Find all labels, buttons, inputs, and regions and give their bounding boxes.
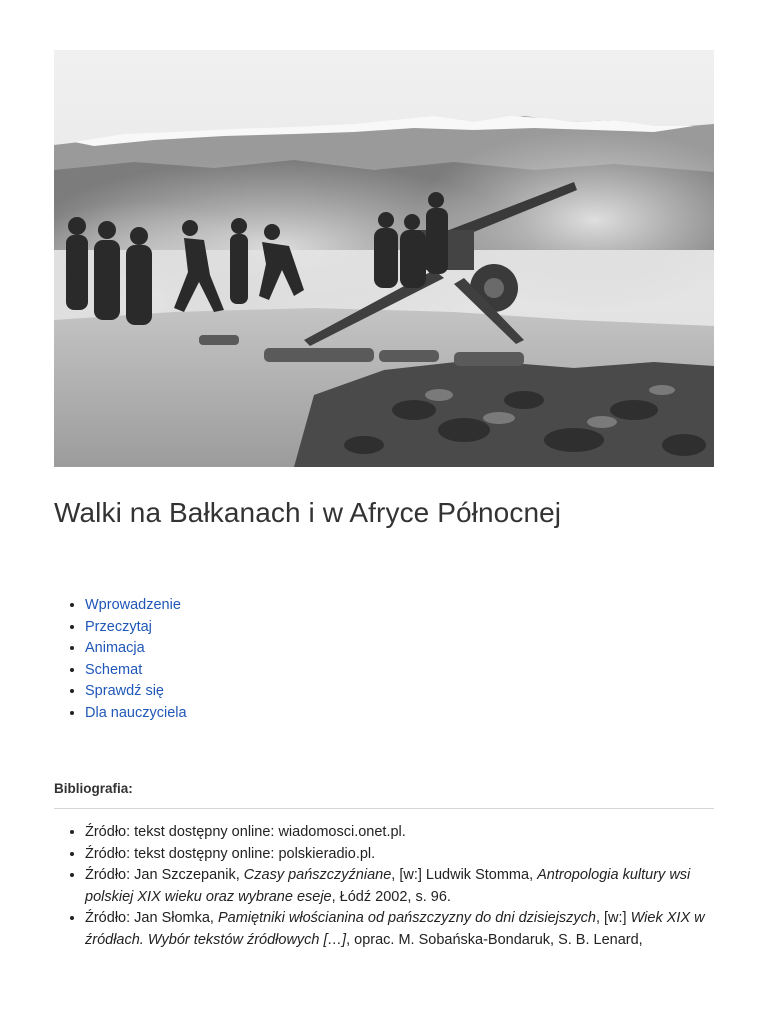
bibliography-item	[85, 844, 714, 866]
bibliography-text: Źródło: Jan Słomka,	[85, 910, 218, 927]
bibliography-text: , oprac. M. Sobańska-Bondaruk, S. B. Lenard,	[346, 931, 643, 948]
nav-link-dla-nauczyciela[interactable]: Dla nauczyciela	[85, 704, 187, 721]
bibliography-item	[85, 822, 714, 844]
bibliography-title: Antropologia kultury wsi polskiej XIX wieku oraz wybrane eseje	[85, 867, 691, 905]
section-nav-list	[54, 595, 187, 725]
nav-item	[85, 595, 187, 617]
nav-item	[85, 617, 187, 639]
hero-photo	[54, 50, 714, 467]
bibliography-text: , [w:]	[595, 910, 631, 927]
bibliography-text: Źródło: tekst dostępny online: wiadomosci.onet.pl.	[85, 824, 406, 840]
bibliography-item	[85, 908, 714, 951]
bibliography-text: Źródło: Jan Szczepanik,	[85, 867, 244, 884]
artillery-photo-illustration	[54, 50, 714, 467]
nav-item	[85, 681, 187, 703]
nav-link-animacja[interactable]: Animacja	[85, 640, 145, 657]
nav-link-schemat[interactable]: Schemat	[85, 661, 143, 678]
nav-link-sprawdz-sie[interactable]: Sprawdź się	[85, 683, 164, 700]
bibliography-title: Pamiętniki włościanina od pańszczyzny do dni dzisiejszych	[217, 910, 596, 927]
nav-link-wprowadzenie[interactable]: Wprowadzenie	[85, 597, 181, 613]
nav-link-przeczytaj[interactable]: Przeczytaj	[85, 618, 152, 635]
page-title: Walki na Bałkanach i w Afryce Północnej	[54, 497, 562, 528]
bibliography-text: , Łódź 2002, s. 96.	[331, 888, 451, 905]
nav-item	[85, 638, 187, 660]
bibliography-title: Czasy pańszczyźniane	[243, 867, 392, 884]
bibliography-text: , [w:] Ludwik Stomma,	[391, 867, 538, 884]
bibliography-item	[85, 865, 714, 908]
nav-item	[85, 660, 187, 682]
bibliography-text: Źródło: tekst dostępny online: polskieradio.pl.	[85, 845, 376, 862]
bibliography-title: Wiek XIX w źródłach. Wybór tekstów źródłowych […]	[85, 910, 705, 948]
bibliography-divider	[54, 808, 714, 809]
bibliography-heading: Bibliografia:	[54, 781, 133, 796]
nav-item	[85, 703, 187, 725]
bibliography-list	[54, 822, 714, 952]
